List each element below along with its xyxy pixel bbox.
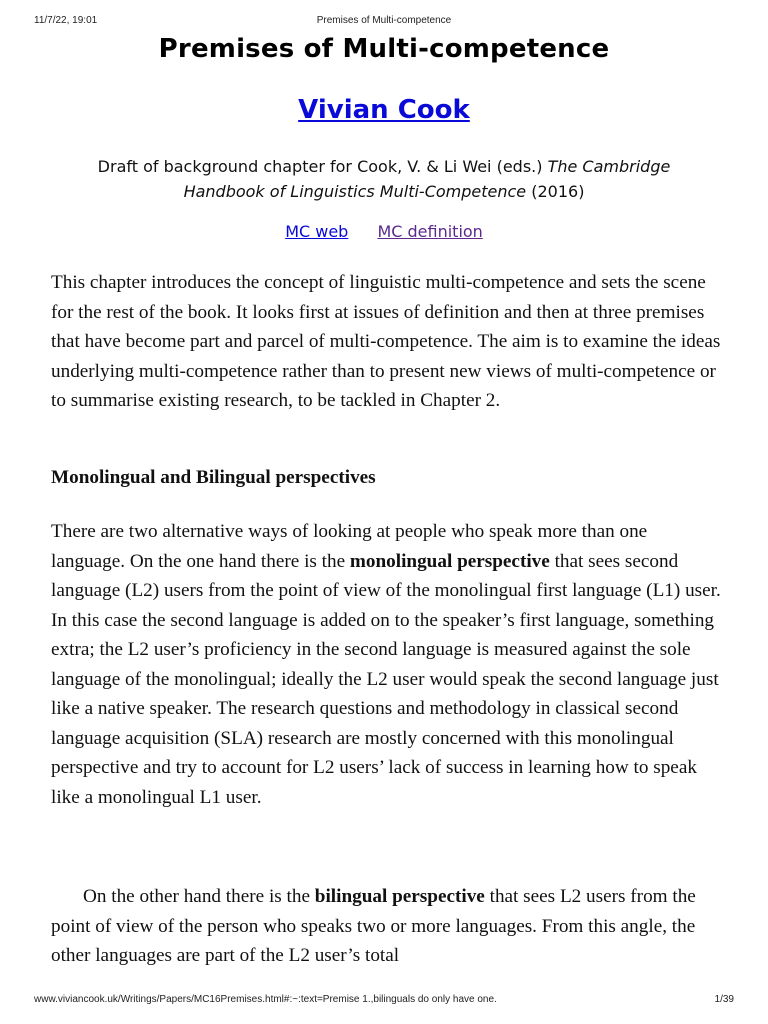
mc-web-link[interactable]: MC web — [285, 222, 349, 241]
print-datetime: 11/7/22, 19:01 — [34, 15, 98, 26]
paragraph-text: There are two alternative ways of looking at people who speak more than one language. On the one hand there is the — [51, 521, 648, 572]
subtitle-year: (2016) — [526, 182, 585, 201]
author-link[interactable]: Vivian Cook — [298, 95, 470, 125]
document-title: Premises of Multi-competence — [158, 34, 610, 64]
print-header — [0, 15, 768, 31]
paragraph-text: that sees second language (L2) users from the point of view of the monolingual first language (L1) user. In this case the second language is added on to the speaker’s first language, something extra; the L2 user’s proficiency in the second language is measured against the sole language of the monolingual; ideally the L2 user would speak the second language just like a native speaker. The research questions and methodology in classical second language acquisition (SLA) research are mostly concerned with this monolingual perspective and try to account for L2 users’ lack of success in learning how to speak like a monolingual L1 user. — [51, 550, 721, 808]
document-subtitle — [60, 154, 708, 204]
paragraph-text: that sees L2 users from the point of view of the person who speaks two or more languages. From this angle, the other languages are part of the L2 user’s total — [51, 886, 696, 966]
print-url: www.viviancook.uk/Writings/Papers/MC16Premises.html#:~:text=Premise 1.,bilinguals do only have one. — [34, 994, 497, 1005]
term-bilingual-perspective: bilingual perspective — [314, 886, 485, 907]
paragraph-monolingual — [51, 517, 726, 812]
term-monolingual-perspective: monolingual perspective — [349, 550, 550, 572]
nav-links — [0, 222, 768, 241]
page-number: 1/39 — [714, 994, 734, 1005]
paragraph-text: On the other hand there is the — [83, 886, 315, 907]
mc-definition-link[interactable]: MC definition — [377, 222, 483, 241]
print-page-title: Premises of Multi-competence — [316, 15, 452, 26]
print-footer — [0, 994, 768, 1010]
author-heading — [0, 95, 768, 125]
book-title: The Cambridge Handbook of Linguistics Multi-Competence — [183, 157, 671, 201]
section-heading: Monolingual and Bilingual perspectives — [51, 467, 376, 488]
subtitle-text: Draft of background chapter for Cook, V. & Li Wei (eds.) — [97, 157, 548, 176]
paragraph-bilingual — [51, 882, 726, 971]
intro-paragraph: This chapter introduces the concept of linguistic multi-competence and sets the scene for the rest of the book. It looks first at issues of definition and then at three premises that have become part and parcel of multi-competence. The aim is to examine the ideas underlying multi-competence rather than to present new views of multi-competence or to summarise existing research, to be tackled in Chapter 2. — [51, 272, 721, 411]
